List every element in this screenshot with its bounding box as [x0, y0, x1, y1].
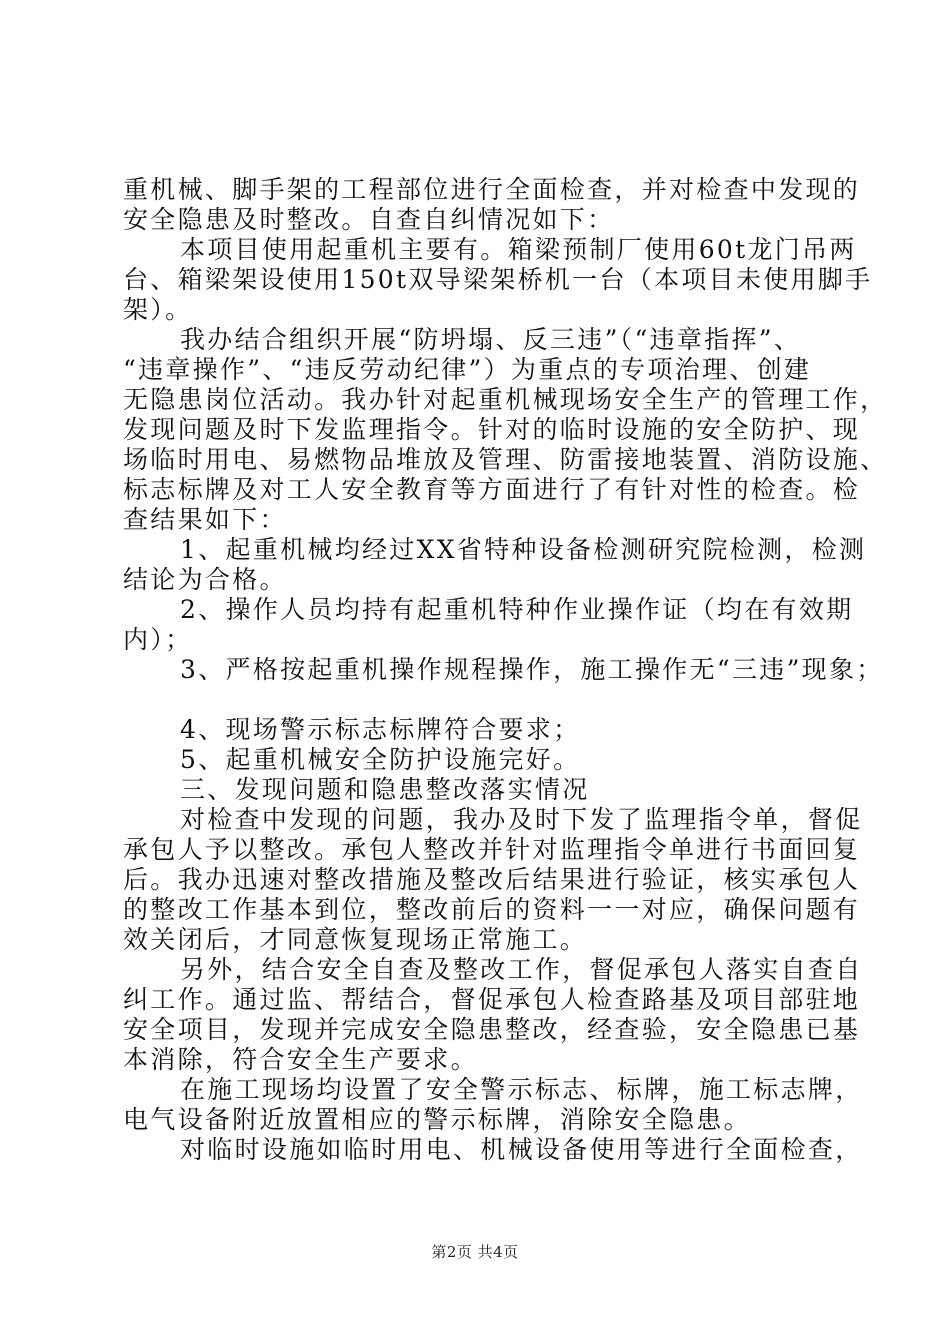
text-line: 纠工作。通过监、帮结合，督促承包人检查路基及项目部驻地: [123, 985, 861, 1014]
text-line: 架）。: [123, 295, 193, 324]
text-line: 对临时设施如临时用电、机械设备使用等进行全面检查，: [180, 1135, 863, 1164]
text-line: 台、箱梁架设使用150t双导梁架桥机一台（本项目未使用脚手: [123, 265, 873, 294]
text-line: 内）；: [123, 625, 193, 654]
text-line: 1、起重机械均经过XX省特种设备检测研究院检测，检测: [180, 535, 867, 564]
text-line: 的整改工作基本到位，整改前后的资料一一对应，确保问题有: [123, 895, 861, 924]
text-line: 5、起重机械安全防护设施完好。: [180, 745, 581, 774]
page-number-footer: 第2页 共4页: [431, 1243, 519, 1261]
section-heading: 三、发现问题和隐患整改落实情况: [180, 775, 590, 804]
text-line: 另外，结合安全自查及整改工作，督促承包人落实自查自: [180, 955, 863, 984]
text-line: 安全隐患及时整改。自查自纠情况如下：: [123, 205, 615, 234]
text-line: “违章操作”、“违反劳动纪律”）为重点的专项治理、创建: [123, 355, 812, 384]
text-line: 在施工现场均设置了安全警示标志、标牌，施工标志牌，: [180, 1075, 863, 1104]
text-line: 发现问题及时下发监理指令。针对的临时设施的安全防护、现: [123, 415, 861, 444]
text-line: 效关闭后，才同意恢复现场正常施工。: [123, 925, 588, 954]
text-line: 后。我办迅速对整改措施及整改后结果进行验证，核实承包人: [123, 865, 861, 894]
text-line: 本消除，符合安全生产要求。: [123, 1045, 478, 1074]
text-line: 电气设备附近放置相应的警示标牌，消除安全隐患。: [123, 1105, 751, 1134]
text-line: 查结果如下：: [123, 505, 287, 534]
text-line: 3、严格按起重机操作规程操作，施工操作无“三违”现象；: [180, 655, 884, 684]
text-line: 场临时用电、易燃物品堆放及管理、防雷接地装置、消防设施、: [123, 445, 888, 474]
text-line: 对检查中发现的问题，我办及时下发了监理指令单，督促: [180, 805, 863, 834]
text-line: 2、操作人员均持有起重机特种作业操作证（均在有效期: [180, 595, 854, 624]
text-line: 无隐患岗位活动。我办针对起重机械现场安全生产的管理工作，: [123, 385, 888, 414]
text-line: 重机械、脚手架的工程部位进行全面检查，并对检查中发现的: [123, 175, 861, 204]
text-line: 本项目使用起重机主要有。箱梁预制厂使用60t龙门吊两: [180, 235, 857, 264]
text-line: 我办结合组织开展“防坍塌、反三违”（“违章指挥”、: [180, 325, 802, 354]
text-line: 承包人予以整改。承包人整改并针对监理指令单进行书面回复: [123, 835, 861, 864]
text-line: 结论为合格。: [123, 565, 287, 594]
text-line: 标志标牌及对工人安全教育等方面进行了有针对性的检查。检: [123, 475, 861, 504]
text-line: 安全项目，发现并完成安全隐患整改，经查验，安全隐患已基: [123, 1015, 861, 1044]
text-line: 4、现场警示标志标牌符合要求；: [180, 715, 581, 744]
